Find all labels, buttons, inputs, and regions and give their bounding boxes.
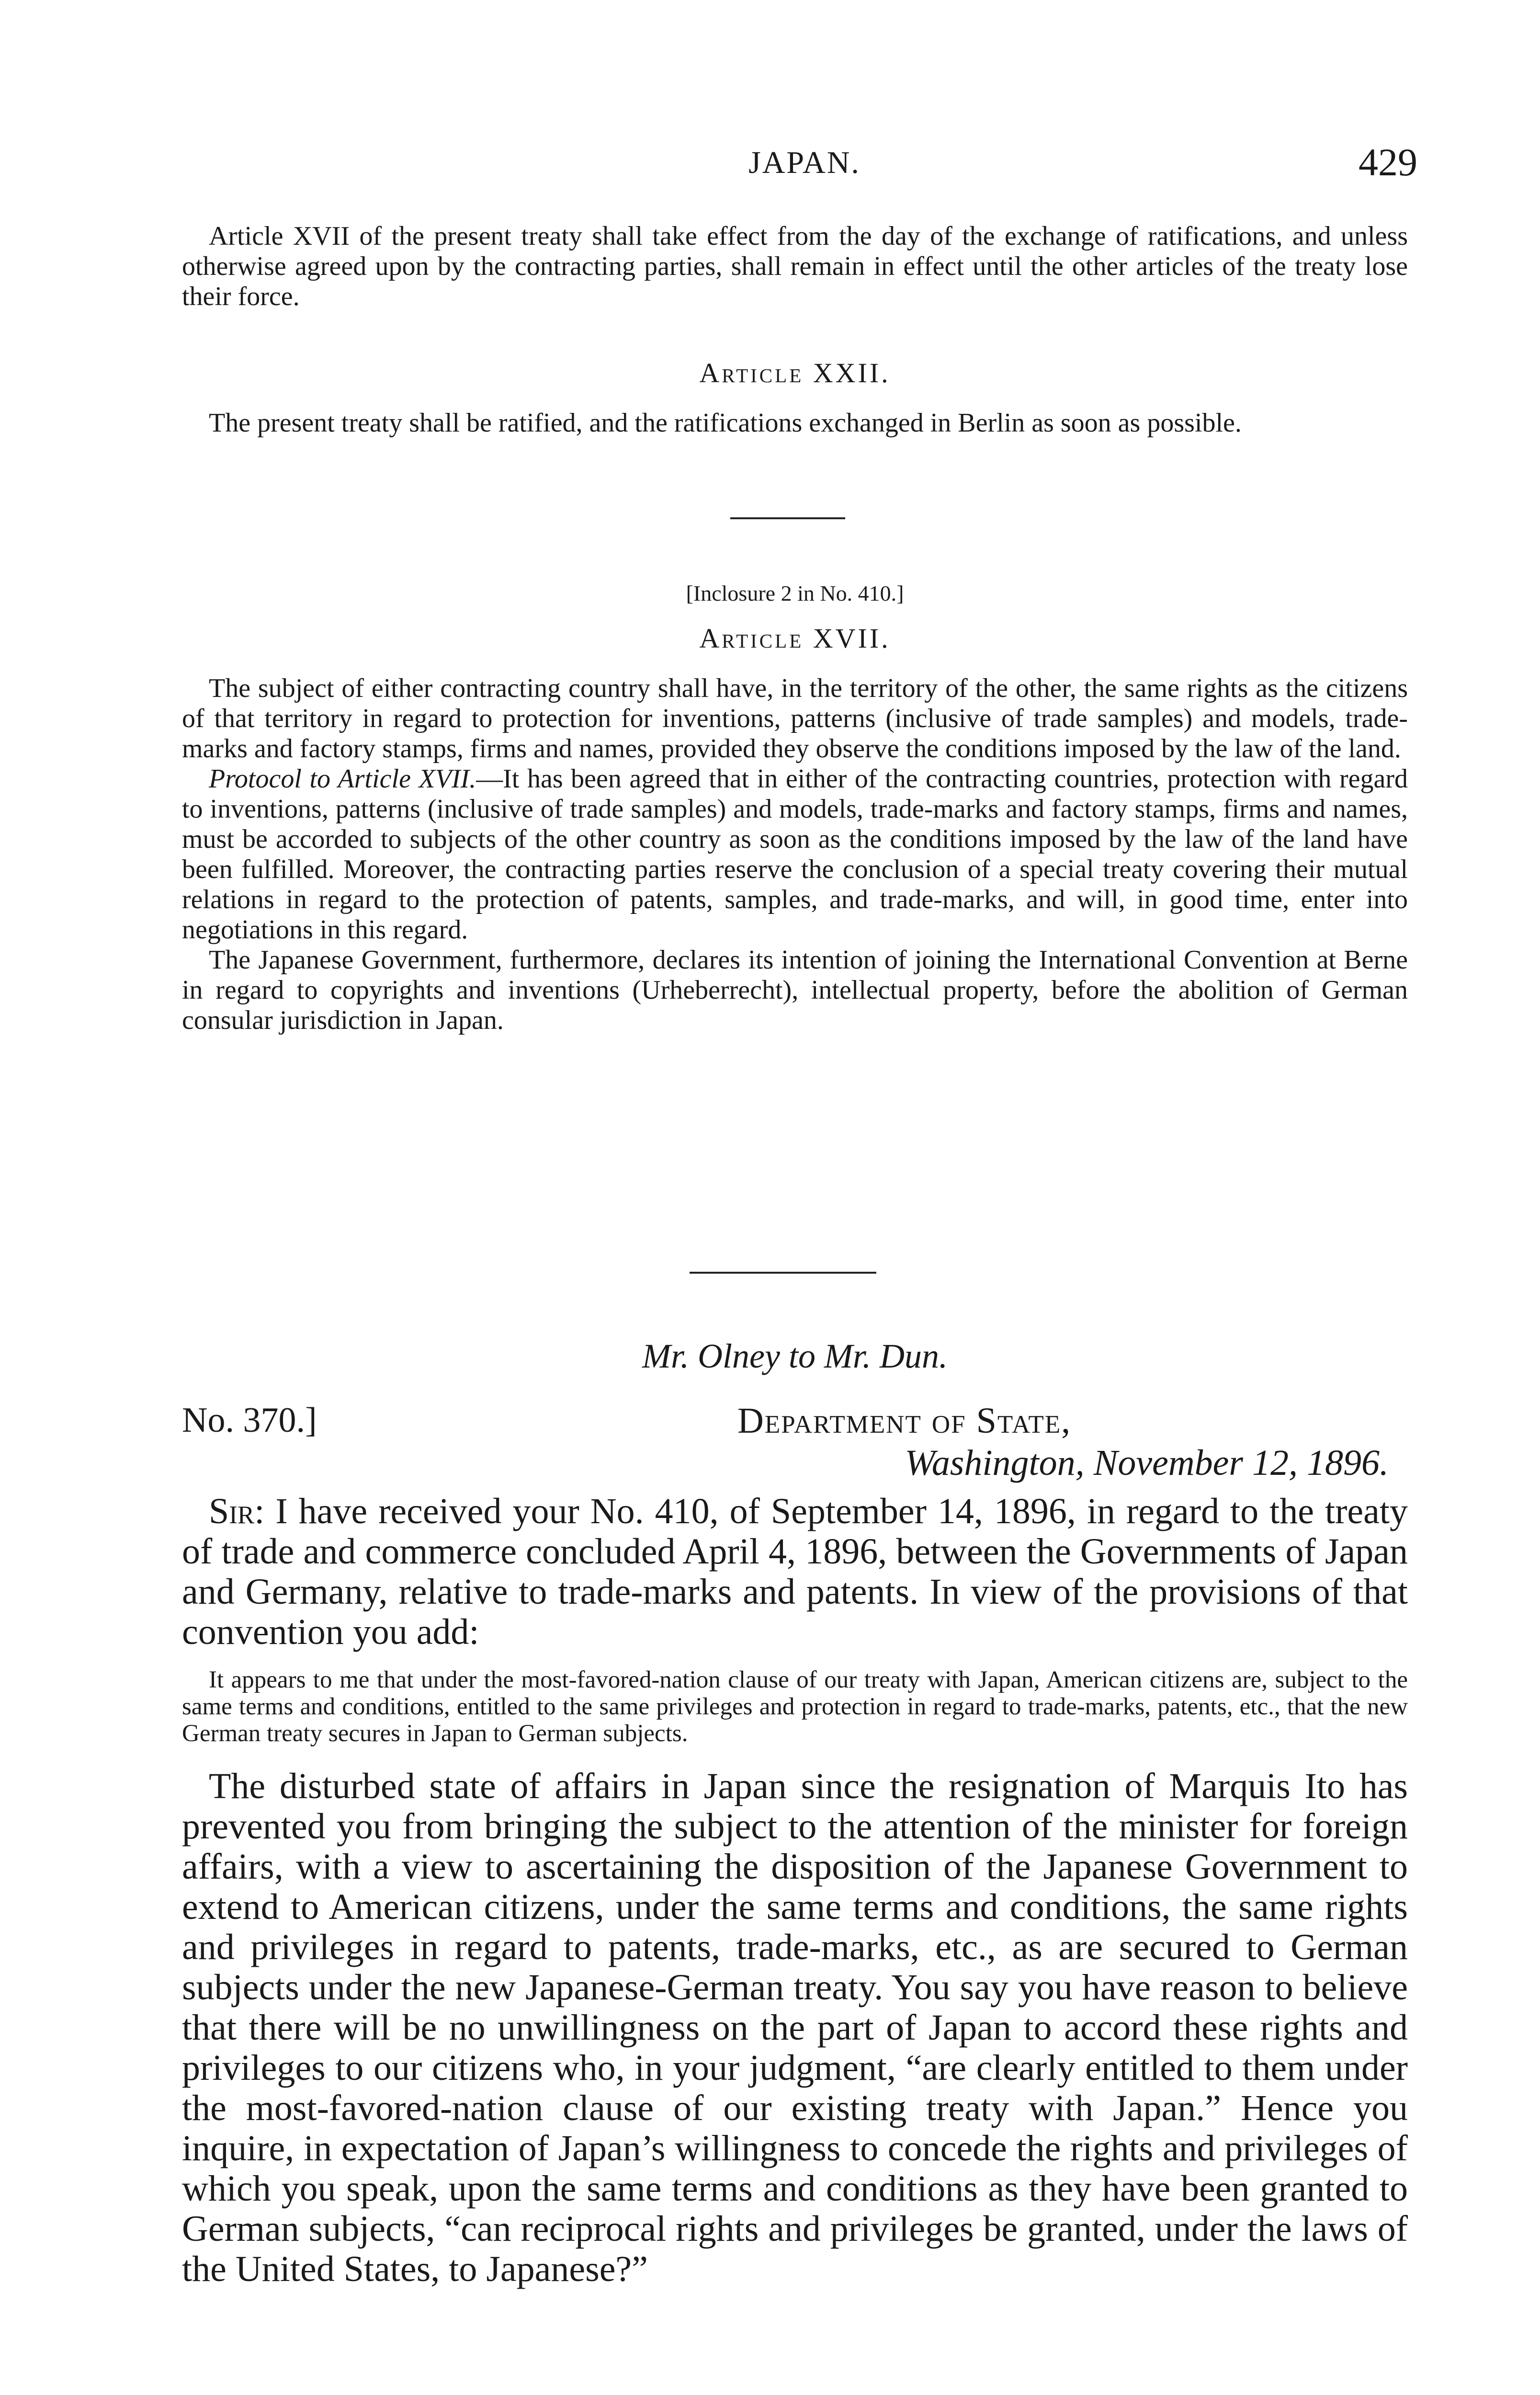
running-head: JAPAN. [748,145,861,180]
opening-text: I have received your No. 410, of September 14, 1896, in regard to the treaty of trade and commerce concluded April 4, 1896, between the Governments of Japan and Germany, relative to trade-marks and patents. In view of the provisions of that convention you add: [182,1491,1408,1652]
article-xxii-section [182,357,1408,438]
protocol-paragraph [182,764,1408,945]
letter-heading [182,1400,1408,1491]
article-xvii-heading: Article XVII. [699,623,891,654]
article-xxi-conclusion [182,221,1408,312]
department-line: Department of State, [737,1401,1072,1441]
letter-section [182,1336,1408,2289]
protocol-text: —It has been agreed that in either of the contracting countries, protection with regard to inventions, patterns (inclusive of trade samples) and models, trade-marks and factory stamps, firms and names, must be accorded to subjects of the other country as soon as the conditions imposed by the law of the land have been fulfilled. Moreover, the contracting parties reserve the conclusion of a special treaty covering their mutual relations in regard to the protection of patents, samples, and trade-marks, and will, in good time, enter into negotiations in this regard. [182,764,1408,945]
protocol-label: Protocol to Article XVII. [209,764,476,794]
berne-convention-paragraph: The Japanese Government, furthermore, declares its intention of joining the International Convention at Berne in regard to copyrights and inventions (Urheberrecht), intellectual property, before the abolition of German consular jurisdiction in Japan. [182,945,1408,1035]
article-xvii-paragraph: The subject of either contracting country shall have, in the territory of the other, the same rights as the citizens of that territory in regard to protection for inventions, patterns (inclusive of trade samples) and models, trade-marks and factory stamps, firms and names, provided they observe the conditions imposed by the law of the land. [182,673,1408,764]
salutation: Sir: [209,1491,265,1531]
letter-number: No. 370.] [182,1401,317,1440]
dateline: Washington, November 12, 1896. [905,1443,1389,1483]
article-xxii-heading: Article XXII. [699,357,891,388]
article-xvii-effect-paragraph: Article XVII of the present treaty shall take effect from the day of the exchange of ratifications, and unless otherwise agreed upon by the contracting parties, shall remain in effect until the other articles of the treaty lose their force. [182,221,1408,311]
inclosure-section [182,581,1408,1036]
letter-title: Mr. Olney to Mr. Dun. [642,1337,948,1375]
quoted-extract: It appears to me that under the most-favored-nation clause of our treaty with Japan, American citizens are, subject to the same terms and conditions, entitled to the same privileges and protection in regard to trade-marks, patents, etc., that the new German treaty secures in Japan to German subjects. [182,1666,1408,1747]
letter-body-paragraph: The disturbed state of affairs in Japan since the resignation of Marquis Ito has prevented you from bringing the subject to the attention of the minister for foreign affairs, with a view to ascertaining the disposition of the Japanese Government to extend to American citizens, under the same terms and conditions, the same rights and privileges in regard to patents, trade-marks, etc., as are secured to German subjects under the new Japanese-German treaty. You say you have reason to believe that there will be no unwillingness on the part of Japan to accord these rights and privileges to our citizens who, in your judgment, “are clearly entitled to them under the most-favored-nation clause of our existing treaty with Japan.” Hence you inquire, in expectation of Japan’s willingness to concede the rights and privileges of which you speak, upon the same terms and conditions as they have been granted to German subjects, “can reciprocal rights and privileges be granted, under the laws of the United States, to Japanese?” [182,1766,1408,2289]
letter-divider [690,1272,876,1274]
inclosure-note: [Inclosure 2 in No. 410.] [686,581,904,605]
letter-opening-paragraph [182,1491,1408,1652]
page-number: 429 [1359,140,1417,184]
section-divider [730,517,845,519]
article-xxii-paragraph: The present treaty shall be ratified, and the ratifications exchanged in Berlin as soon as possible. [209,408,1242,438]
page-header [192,140,1417,197]
